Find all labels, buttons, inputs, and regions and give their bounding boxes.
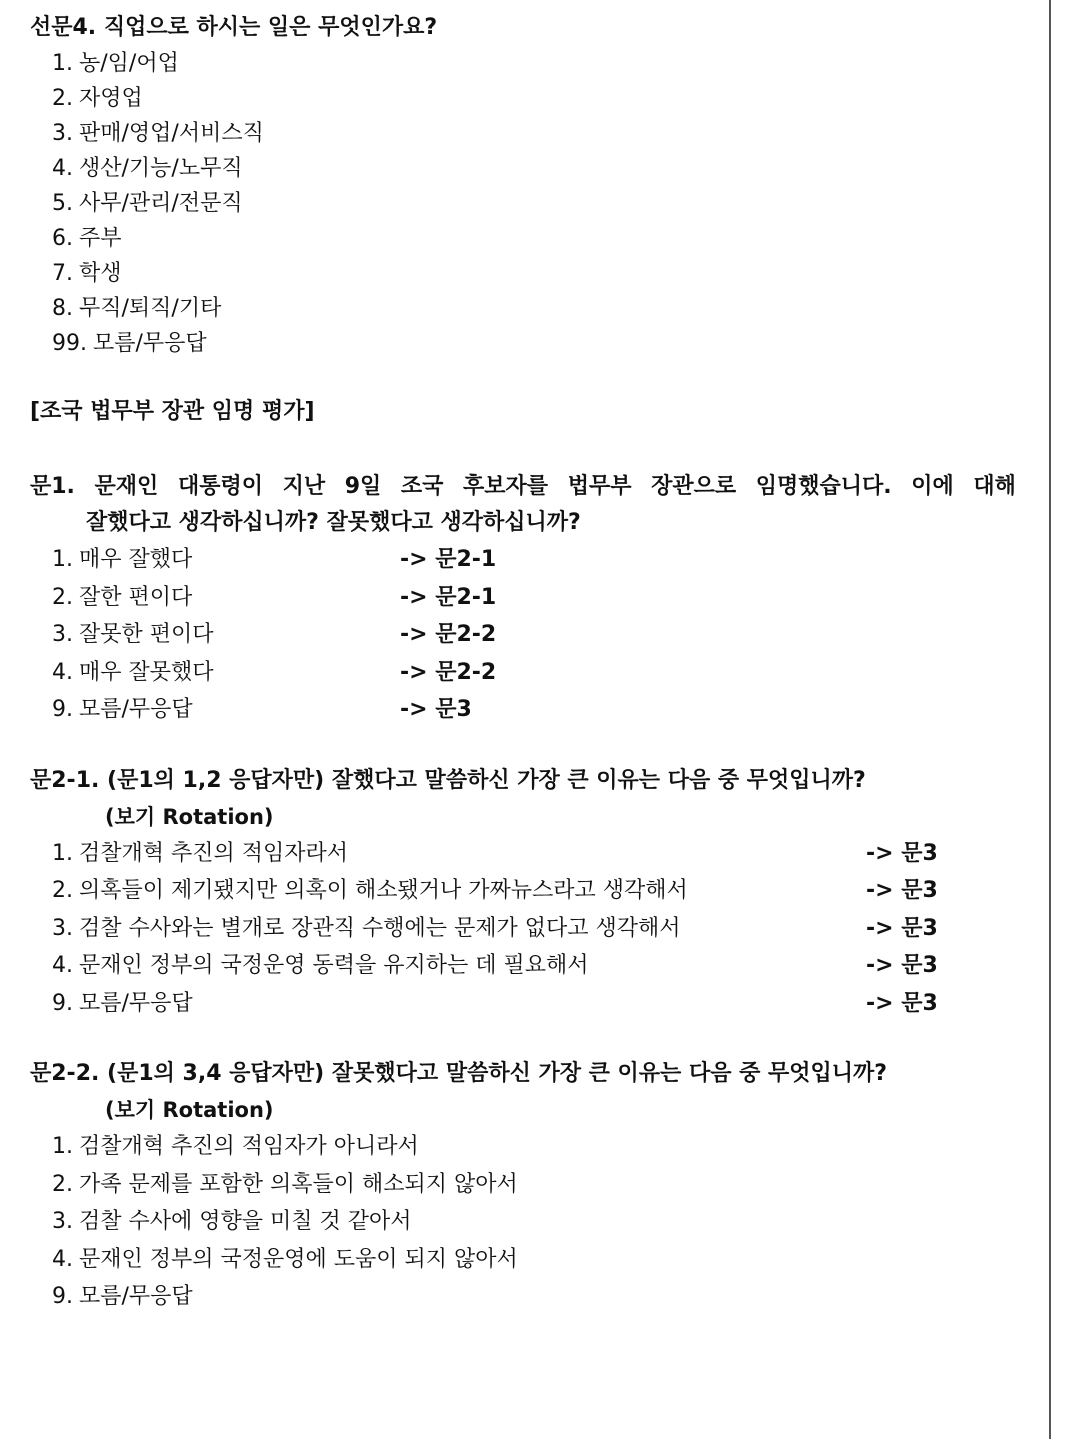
skip-instruction: -> 문3 [866,915,938,941]
option-number: 2. [52,86,73,111]
option-label: 문재인 정부의 국정운영 동력을 유지하는 데 필요해서 [79,953,589,978]
option-label: 검찰 수사에 영향을 미칠 것 같아서 [79,1209,412,1234]
option-item [30,116,1030,151]
option-number: 1. [52,51,73,76]
option-number: 2. [52,584,73,610]
option-number: 1. [52,840,73,866]
option-item [30,256,1030,291]
option-label: 문재인 정부의 국정운영에 도움이 되지 않아서 [79,1246,518,1272]
option-label: 검찰 수사와는 별개로 장관직 수행에는 문제가 없다고 생각해서 [79,915,681,941]
option-number: 9. [52,697,73,722]
option-number: 3. [52,915,73,941]
question-title: 문2-2. (문1의 3,4 응답자만) 잘못했다고 말씀하신 가장 큰 이유는 다음 중 무엇입니까? [30,1061,888,1086]
option-label: 검찰개혁 추진의 적임자가 아니라서 [79,1134,419,1159]
option-label: 모름/무응답 [79,990,193,1016]
title-word: 법무부 [567,474,632,499]
option-number: 4. [52,953,73,978]
option-item [30,616,1030,654]
section-heading: [조국 법무부 장관 임명 평가] [30,399,315,424]
skip-instruction: -> 문2-2 [400,659,497,685]
option-label: 매우 잘못했다 [79,659,214,685]
title-word: 문재인 [94,474,159,499]
option-number: 8. [52,296,73,321]
title-word: 문1. [30,474,75,499]
option-item [30,541,1030,579]
option-item [30,1166,1030,1204]
option-number: 3. [52,1209,73,1234]
skip-instruction: -> 문3 [400,697,472,722]
page-right-border [1049,0,1051,1439]
title-word: 임명했습니다. [755,474,892,499]
rotation-note: (보기 Rotation) [105,1098,274,1122]
question-title [30,469,1016,505]
question-q1 [30,469,1030,729]
question-title: 선문4. 직업으로 하시는 일은 무엇인가요? [30,15,438,40]
option-number: 4. [52,1246,73,1272]
title-word: 지난 [282,474,326,499]
option-list [30,46,1030,361]
option-item [30,1278,1030,1316]
option-item [30,579,1030,617]
option-label: 잘못한 편이다 [79,622,214,647]
skip-instruction: -> 문2-2 [400,622,497,647]
option-number: 1. [52,1134,73,1159]
option-item [30,151,1030,186]
option-label: 검찰개혁 추진의 적임자라서 [79,840,349,866]
option-item [30,1128,1030,1166]
option-item [30,291,1030,326]
option-item [30,835,1030,873]
title-word: 장관으로 [651,474,737,499]
option-label: 모름/무응답 [79,1284,193,1309]
option-number: 2. [52,878,73,903]
option-number: 3. [52,622,73,647]
option-label: 모름/무응답 [79,697,193,722]
skip-instruction: -> 문3 [866,953,938,978]
option-number: 7. [52,261,73,286]
title-word: 이에 [911,474,954,499]
option-number: 1. [52,547,73,572]
question-q2-2 [30,1056,1030,1316]
option-item [30,326,1030,361]
option-list [30,835,1030,1023]
title-word: 대해 [973,474,1016,499]
rotation-note: (보기 Rotation) [105,804,274,829]
question-title-continuation: 잘했다고 생각하십니까? 잘못했다고 생각하십니까? [86,510,581,535]
skip-instruction: -> 문3 [866,990,938,1016]
option-number: 2. [52,1171,73,1197]
skip-instruction: -> 문3 [866,840,938,866]
option-item [30,872,1030,910]
option-number: 6. [52,226,73,251]
option-item [30,691,1030,729]
option-label: 농/임/어업 [79,51,179,76]
option-number: 4. [52,659,73,685]
skip-instruction: -> 문2-1 [400,584,497,610]
skip-instruction: -> 문2-1 [400,547,497,572]
option-label: 매우 잘했다 [79,547,193,572]
title-word: 후보자를 [463,474,549,499]
option-label: 학생 [79,261,122,286]
option-label: 무직/퇴직/기타 [79,296,222,321]
option-item [30,1203,1030,1241]
option-item [30,221,1030,256]
option-item [30,186,1030,221]
option-number: 4. [52,156,73,181]
option-label: 의혹들이 제기됐지만 의혹이 해소됐거나 가짜뉴스라고 생각해서 [79,878,688,903]
skip-instruction: -> 문3 [866,878,938,903]
title-word: 조국 [400,474,444,499]
title-word: 대통령이 [177,474,263,499]
option-item [30,947,1030,985]
option-item [30,81,1030,116]
question-title: 문2-1. (문1의 1,2 응답자만) 잘했다고 말씀하신 가장 큰 이유는 다음 중 무엇입니까? [30,767,866,793]
question-q4 [30,10,1030,361]
option-item [30,910,1030,948]
option-item [30,46,1030,81]
option-number: 99. [52,331,87,356]
option-number: 9. [52,1284,73,1309]
option-list [30,541,1030,729]
option-item [30,1241,1030,1279]
option-item [30,985,1030,1023]
question-q2-1 [30,763,1030,1023]
option-label: 사무/관리/전문직 [79,191,243,216]
option-label: 생산/기능/노무직 [79,156,243,181]
option-number: 5. [52,191,73,216]
option-label: 주부 [79,226,122,251]
option-label: 판매/영업/서비스직 [79,121,264,146]
option-number: 3. [52,121,73,146]
option-list [30,1128,1030,1316]
option-label: 잘한 편이다 [79,584,193,610]
questionnaire-document [30,10,1030,1316]
option-label: 자영업 [79,86,143,111]
option-number: 9. [52,990,73,1016]
option-label: 가족 문제를 포함한 의혹들이 해소되지 않아서 [79,1171,518,1197]
title-word: 9일 [344,474,382,499]
option-item [30,654,1030,692]
option-label: 모름/무응답 [93,331,207,356]
